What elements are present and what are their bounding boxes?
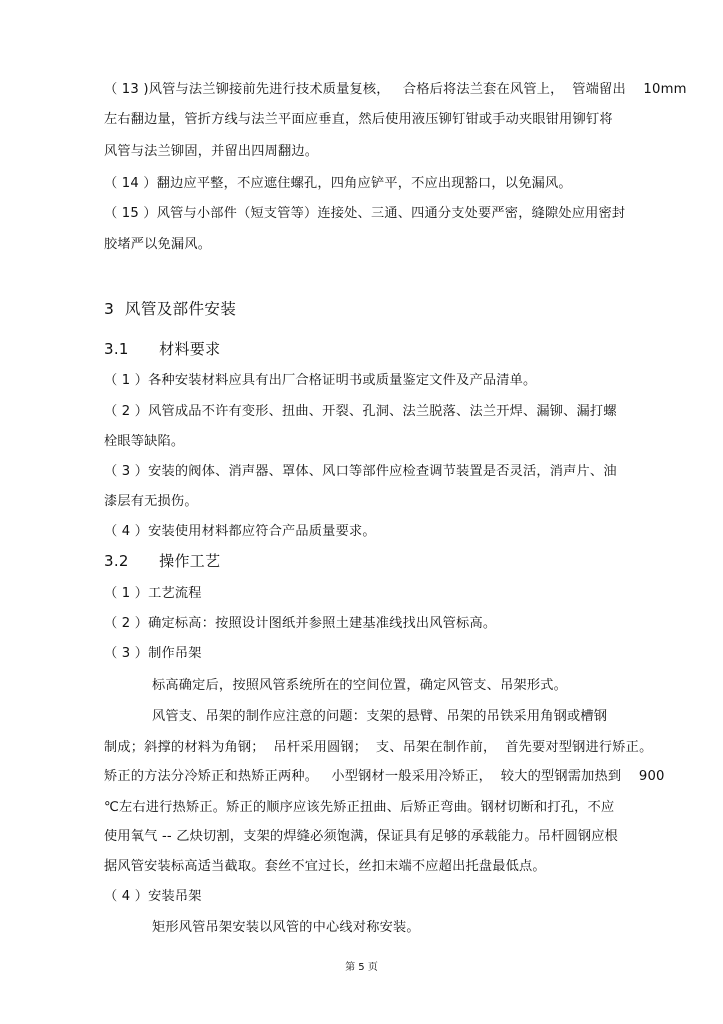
subsection-heading: 3.1 材料要求	[104, 340, 221, 358]
paragraph-line: ℃左右进行热矫正。矫正的顺序应该先矫正扭曲、后矫正弯曲。钢材切断和打孔，不应	[104, 800, 615, 815]
paragraph-line: （ 1 ）工艺流程	[104, 586, 202, 601]
subsection-heading: 3.2 操作工艺	[104, 552, 221, 570]
paragraph-line: 左右翻边量，管折方线与法兰平面应垂直，然后使用液压铆钉钳或手动夹眼钳用铆钉将	[104, 112, 613, 127]
paragraph-line: （ 13 )风管与法兰铆接前先进行技术质量复核， 合格后将法兰套在风管上， 管端留出 10mm	[104, 82, 687, 97]
section-heading: 3 风管及部件安装	[104, 300, 237, 318]
paragraph-line: 标高确定后，按照风管系统所在的空间位置，确定风管支、吊架形式。	[152, 678, 568, 693]
page-number: 第 5 页	[345, 962, 378, 973]
paragraph-line: （ 2 ）风管成品不许有变形、扭曲、开裂、孔洞、法兰脱落、法兰开焊、漏铆、漏打螺	[104, 404, 617, 419]
paragraph-line: （ 3 ）安装的阀体、消声器、罩体、风口等部件应检查调节装置是否灵活，消声片、油	[104, 464, 617, 479]
paragraph-line: （ 3 ）制作吊架	[104, 646, 202, 661]
paragraph-line: 矫正的方法分冷矫正和热矫正两种。 小型钢材一般采用冷矫正， 较大的型钢需加热到 900	[104, 769, 665, 784]
paragraph-line: 使用氧气 -- 乙炔切割，支架的焊缝必须饱满，保证具有足够的承载能力。吊杆圆钢应根	[104, 829, 619, 844]
paragraph-line: 胶堵严以免漏风。	[104, 237, 212, 252]
paragraph-line: 风管与法兰铆固，并留出四周翻边。	[104, 144, 319, 159]
paragraph-line: 据风管安装标高适当截取。套丝不宜过长，丝扣末端不应超出托盘最低点。	[104, 859, 546, 874]
paragraph-line: （ 1 ）各种安装材料应具有出厂合格证明书或质量鉴定文件及产品清单。	[104, 373, 537, 388]
paragraph-line: 风管支、吊架的制作应注意的问题：支架的悬臂、吊架的吊铁采用角钢或槽钢	[152, 709, 608, 724]
paragraph-line: 栓眼等缺陷。	[104, 434, 185, 449]
paragraph-line: 漆层有无损伤。	[104, 494, 198, 509]
paragraph-line: （ 2 ）确定标高：按照设计图纸并参照土建基准线找出风管标高。	[104, 616, 497, 631]
paragraph-line: （ 4 ）安装吊架	[104, 889, 202, 904]
paragraph-line: 制成；斜撑的材料为角钢； 吊杆采用圆钢； 支、吊架在制作前， 首先要对型钢进行矫正。	[104, 740, 653, 755]
paragraph-line: （ 15 ）风管与小部件（短支管等）连接处、三通、四通分支处要严密，缝隙处应用密封	[104, 206, 626, 221]
paragraph-line: 矩形风管吊架安装以风管的中心线对称安装。	[152, 920, 420, 935]
paragraph-line: （ 14 ）翻边应平整，不应遮住螺孔，四角应铲平，不应出现豁口，以免漏风。	[104, 176, 572, 191]
paragraph-line: （ 4 ）安装使用材料都应符合产品质量要求。	[104, 524, 376, 539]
